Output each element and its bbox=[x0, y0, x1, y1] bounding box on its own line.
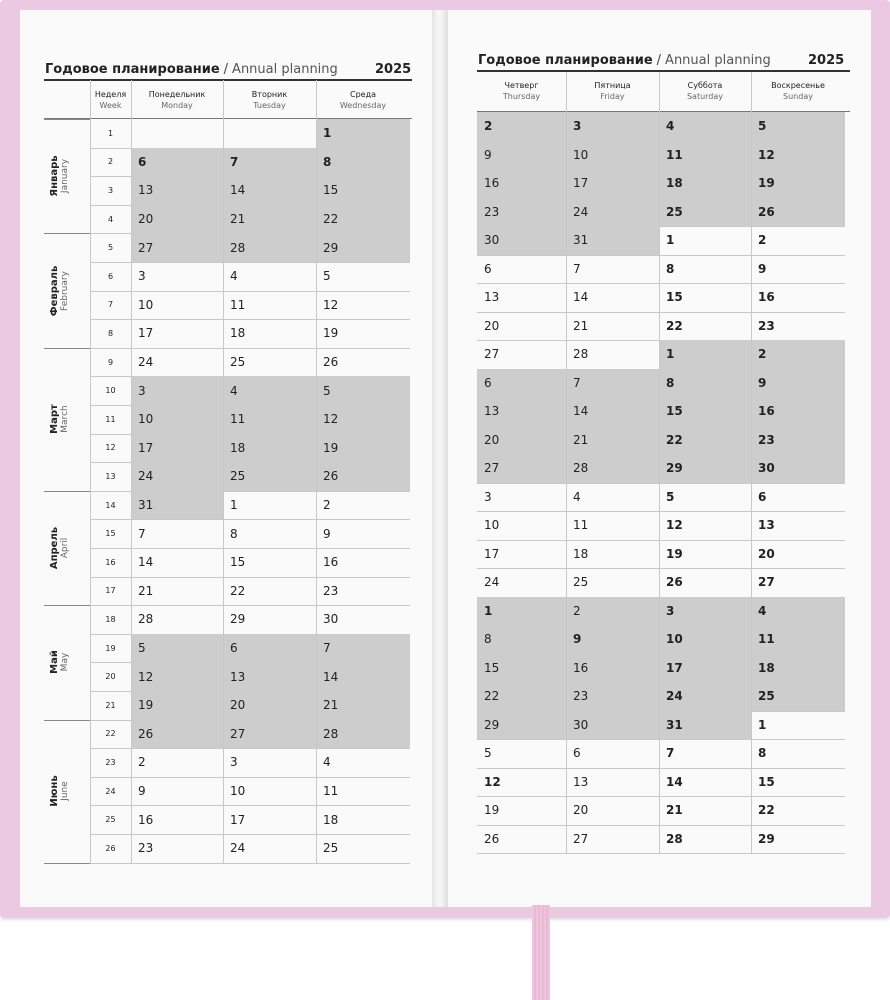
day-cell: 15 bbox=[758, 774, 775, 789]
day-cell: 3 bbox=[230, 755, 238, 770]
day-cell: 24 bbox=[131, 462, 223, 491]
day-cell: 3 bbox=[484, 489, 492, 504]
day-cell: 31 bbox=[659, 711, 751, 740]
day-cell: 7 bbox=[316, 634, 410, 663]
day-cell: 13 bbox=[223, 662, 316, 691]
month-name-en: May bbox=[60, 653, 70, 672]
day-cell: 18 bbox=[223, 434, 316, 463]
left-title-rule bbox=[44, 79, 412, 81]
day-cell: 27 bbox=[484, 347, 500, 362]
week-number: 24 bbox=[105, 786, 116, 796]
column-header-en: Sunday bbox=[783, 92, 813, 101]
column-header-en: Friday bbox=[600, 92, 625, 101]
row-divider bbox=[477, 853, 845, 854]
day-cell: 19 bbox=[316, 434, 410, 463]
day-cell: 12 bbox=[484, 774, 501, 789]
title-ru: Годовое планирование bbox=[478, 53, 653, 68]
day-cell: 29 bbox=[316, 233, 410, 262]
day-cell: 14 bbox=[316, 662, 410, 691]
day-cell: 10 bbox=[484, 518, 500, 533]
month-divider bbox=[44, 233, 90, 234]
day-cell: 22 bbox=[659, 426, 751, 455]
day-cell: 30 bbox=[566, 711, 659, 740]
day-cell: 11 bbox=[223, 405, 316, 434]
day-cell: 3 bbox=[566, 112, 659, 141]
day-cell: 10 bbox=[131, 405, 223, 434]
day-cell: 24 bbox=[230, 841, 246, 856]
month-name bbox=[49, 775, 71, 806]
day-cell: 23 bbox=[758, 318, 775, 333]
day-cell: 4 bbox=[659, 112, 751, 141]
day-cell: 9 bbox=[758, 261, 767, 276]
week-number: 23 bbox=[105, 757, 116, 767]
column-header-en: Week bbox=[99, 101, 122, 110]
day-cell: 4 bbox=[323, 755, 331, 770]
title-separator: / bbox=[223, 62, 229, 77]
day-cell: 23 bbox=[138, 841, 154, 856]
month-label bbox=[45, 605, 75, 719]
day-cell: 29 bbox=[477, 711, 566, 740]
day-cell: 24 bbox=[659, 682, 751, 711]
day-cell: 21 bbox=[566, 426, 659, 455]
week-number: 7 bbox=[107, 300, 114, 310]
day-cell: 2 bbox=[566, 597, 659, 626]
column-header-sunday bbox=[751, 80, 845, 102]
day-cell: 22 bbox=[316, 205, 410, 234]
day-cell: 12 bbox=[323, 297, 339, 312]
book-gutter bbox=[432, 10, 448, 907]
day-cell: 7 bbox=[138, 526, 146, 541]
day-cell: 12 bbox=[316, 405, 410, 434]
day-cell: 2 bbox=[138, 755, 146, 770]
column-header-en: Monday bbox=[161, 101, 193, 110]
day-cell: 28 bbox=[138, 612, 154, 627]
day-cell: 8 bbox=[477, 625, 566, 654]
day-cell: 30 bbox=[323, 612, 339, 627]
day-cell: 2 bbox=[751, 340, 845, 369]
day-cell: 27 bbox=[477, 454, 566, 483]
title-en: Annual planning bbox=[232, 62, 338, 77]
week-number: 17 bbox=[105, 586, 116, 596]
day-cell: 25 bbox=[323, 841, 339, 856]
day-cell: 17 bbox=[138, 326, 154, 341]
day-cell: 16 bbox=[323, 555, 339, 570]
title-ru: Годовое планирование bbox=[45, 62, 220, 77]
day-cell: 6 bbox=[758, 489, 767, 504]
column-header-ru: Воскресенье bbox=[771, 81, 825, 90]
day-cell: 25 bbox=[573, 575, 589, 590]
column-header-en: Thursday bbox=[502, 92, 541, 101]
day-cell: 1 bbox=[477, 597, 566, 626]
day-cell: 19 bbox=[323, 326, 339, 341]
day-cell: 11 bbox=[751, 625, 845, 654]
day-cell: 14 bbox=[566, 397, 659, 426]
day-cell: 24 bbox=[566, 198, 659, 227]
bookmark-ribbon[interactable] bbox=[532, 905, 550, 1000]
day-cell: 25 bbox=[659, 198, 751, 227]
day-cell: 28 bbox=[566, 454, 659, 483]
month-name bbox=[49, 651, 71, 675]
week-number: 14 bbox=[105, 500, 116, 510]
week-number: 3 bbox=[107, 185, 114, 195]
day-cell: 27 bbox=[573, 831, 589, 846]
day-cell: 9 bbox=[566, 625, 659, 654]
week-number: 5 bbox=[107, 243, 114, 253]
title-separator: / bbox=[656, 53, 662, 68]
day-cell: 16 bbox=[751, 397, 845, 426]
month-divider bbox=[44, 605, 90, 606]
column-header-en: Tuesday bbox=[253, 101, 286, 110]
week-number: 13 bbox=[105, 471, 116, 481]
month-label bbox=[45, 233, 75, 347]
day-cell: 2 bbox=[758, 233, 767, 248]
month-name-ru: Январь bbox=[49, 155, 60, 197]
day-cell: 24 bbox=[484, 575, 500, 590]
day-cell: 7 bbox=[573, 261, 581, 276]
day-cell: 8 bbox=[230, 526, 238, 541]
day-cell: 9 bbox=[138, 784, 146, 799]
day-cell: 19 bbox=[666, 546, 683, 561]
day-cell: 8 bbox=[316, 148, 410, 177]
month-name-en: March bbox=[60, 405, 70, 434]
column-header-monday bbox=[131, 89, 223, 111]
day-cell: 5 bbox=[666, 489, 675, 504]
day-cell: 1 bbox=[758, 717, 767, 732]
day-cell: 14 bbox=[138, 555, 154, 570]
day-cell bbox=[131, 119, 223, 148]
day-cell: 22 bbox=[477, 682, 566, 711]
day-cell: 5 bbox=[484, 746, 492, 761]
day-cell: 5 bbox=[131, 634, 223, 663]
day-cell: 4 bbox=[573, 489, 581, 504]
day-cell: 7 bbox=[223, 148, 316, 177]
day-cell: 22 bbox=[758, 803, 775, 818]
day-cell: 12 bbox=[131, 662, 223, 691]
day-cell: 20 bbox=[573, 803, 589, 818]
day-cell: 6 bbox=[131, 148, 223, 177]
day-cell: 6 bbox=[484, 261, 492, 276]
column-header-ru: Понедельник bbox=[148, 90, 206, 99]
day-cell: 15 bbox=[477, 654, 566, 683]
day-cell: 23 bbox=[477, 198, 566, 227]
day-cell: 5 bbox=[316, 376, 410, 405]
day-cell: 19 bbox=[751, 169, 845, 198]
day-cell: 23 bbox=[323, 583, 339, 598]
row-divider bbox=[90, 863, 410, 864]
month-name-ru: Апрель bbox=[49, 526, 60, 570]
column-header-ru: Пятница bbox=[594, 81, 631, 90]
week-number: 21 bbox=[105, 700, 116, 710]
day-cell: 25 bbox=[223, 462, 316, 491]
month-name bbox=[49, 265, 71, 316]
day-cell: 4 bbox=[751, 597, 845, 626]
day-cell: 26 bbox=[131, 720, 223, 749]
month-name-ru: Март bbox=[49, 404, 60, 435]
week-number: 22 bbox=[105, 729, 116, 739]
day-cell: 26 bbox=[666, 575, 683, 590]
column-header-tuesday bbox=[223, 89, 316, 111]
day-cell: 25 bbox=[230, 355, 246, 370]
day-cell: 7 bbox=[566, 369, 659, 398]
day-cell: 29 bbox=[659, 454, 751, 483]
day-cell: 18 bbox=[573, 546, 589, 561]
month-name-ru: Июнь bbox=[49, 775, 60, 807]
day-cell: 26 bbox=[751, 198, 845, 227]
day-cell: 22 bbox=[666, 318, 683, 333]
day-cell: 1 bbox=[666, 233, 675, 248]
day-cell: 17 bbox=[230, 812, 246, 827]
day-cell: 15 bbox=[230, 555, 246, 570]
column-header-wednesday bbox=[316, 89, 410, 111]
day-cell: 31 bbox=[131, 491, 223, 520]
day-cell: 15 bbox=[659, 397, 751, 426]
month-name-ru: Май bbox=[49, 650, 60, 675]
day-cell: 18 bbox=[230, 326, 246, 341]
day-cell: 17 bbox=[566, 169, 659, 198]
month-name bbox=[49, 156, 71, 197]
day-cell: 19 bbox=[484, 803, 500, 818]
day-cell: 21 bbox=[223, 205, 316, 234]
day-cell: 30 bbox=[477, 226, 566, 255]
month-name-ru: Февраль bbox=[49, 265, 60, 316]
right-page-title bbox=[478, 53, 771, 68]
day-cell: 5 bbox=[751, 112, 845, 141]
month-label bbox=[45, 720, 75, 863]
day-cell: 3 bbox=[131, 376, 223, 405]
week-number: 19 bbox=[105, 643, 116, 653]
day-cell: 6 bbox=[573, 746, 581, 761]
week-number: 10 bbox=[105, 386, 116, 396]
day-cell: 14 bbox=[573, 290, 589, 305]
day-cell: 1 bbox=[316, 119, 410, 148]
column-divider bbox=[131, 80, 132, 863]
day-cell: 12 bbox=[751, 141, 845, 170]
right-title-rule bbox=[477, 70, 850, 72]
day-cell: 28 bbox=[223, 233, 316, 262]
column-divider bbox=[223, 80, 224, 863]
month-name bbox=[49, 404, 71, 434]
week-column-divider bbox=[90, 80, 91, 863]
week-number: 6 bbox=[107, 271, 114, 281]
column-header-ru: Среда bbox=[349, 90, 377, 99]
week-number: 4 bbox=[107, 214, 114, 224]
day-cell: 22 bbox=[230, 583, 246, 598]
day-cell: 16 bbox=[566, 654, 659, 683]
day-cell: 9 bbox=[751, 369, 845, 398]
day-cell: 21 bbox=[138, 583, 154, 598]
day-cell: 10 bbox=[659, 625, 751, 654]
day-cell: 26 bbox=[323, 355, 339, 370]
week-number: 11 bbox=[105, 414, 116, 424]
day-cell: 25 bbox=[751, 682, 845, 711]
day-cell: 10 bbox=[230, 784, 246, 799]
day-cell: 23 bbox=[751, 426, 845, 455]
day-cell: 11 bbox=[323, 784, 339, 799]
day-cell: 10 bbox=[138, 297, 154, 312]
day-cell: 23 bbox=[566, 682, 659, 711]
day-cell: 27 bbox=[758, 575, 775, 590]
column-header-thursday bbox=[477, 80, 566, 102]
month-divider bbox=[44, 491, 90, 492]
day-cell: 11 bbox=[230, 297, 246, 312]
column-divider bbox=[751, 72, 752, 853]
month-divider bbox=[44, 119, 90, 120]
day-cell: 3 bbox=[138, 269, 146, 284]
day-cell: 13 bbox=[484, 290, 500, 305]
week-number: 16 bbox=[105, 557, 116, 567]
day-cell: 6 bbox=[477, 369, 566, 398]
day-cell: 30 bbox=[751, 454, 845, 483]
day-cell: 17 bbox=[484, 546, 500, 561]
day-cell bbox=[223, 119, 316, 148]
month-divider bbox=[44, 720, 90, 721]
day-cell: 28 bbox=[573, 347, 589, 362]
day-cell: 14 bbox=[666, 774, 683, 789]
month-divider bbox=[44, 863, 90, 864]
week-number: 25 bbox=[105, 815, 116, 825]
day-cell: 18 bbox=[751, 654, 845, 683]
column-header-ru: Неделя bbox=[94, 90, 127, 99]
day-cell: 31 bbox=[566, 226, 659, 255]
day-cell: 29 bbox=[758, 831, 775, 846]
week-number: 12 bbox=[105, 443, 116, 453]
day-cell: 13 bbox=[573, 774, 589, 789]
day-cell: 24 bbox=[138, 355, 154, 370]
day-cell: 20 bbox=[758, 546, 775, 561]
column-header-en: Saturday bbox=[686, 92, 724, 101]
day-cell: 5 bbox=[323, 269, 331, 284]
day-cell: 20 bbox=[223, 691, 316, 720]
day-cell: 20 bbox=[477, 426, 566, 455]
month-name-en: January bbox=[60, 159, 70, 194]
month-name-en: February bbox=[60, 270, 70, 311]
column-header-ru: Вторник bbox=[251, 90, 288, 99]
left-page-title bbox=[45, 62, 338, 77]
column-header-ru: Четверг bbox=[504, 81, 539, 90]
week-number: 1 bbox=[107, 128, 114, 138]
week-number: 26 bbox=[105, 843, 116, 853]
column-header-week bbox=[90, 89, 131, 111]
day-cell: 13 bbox=[477, 397, 566, 426]
column-header-en: Wednesday bbox=[339, 101, 387, 110]
week-number: 2 bbox=[107, 157, 114, 167]
day-cell: 28 bbox=[666, 831, 683, 846]
column-header-ru: Суббота bbox=[687, 81, 723, 90]
day-cell: 15 bbox=[316, 176, 410, 205]
day-cell: 20 bbox=[484, 318, 500, 333]
day-cell: 21 bbox=[316, 691, 410, 720]
day-cell: 4 bbox=[230, 269, 238, 284]
day-cell: 10 bbox=[566, 141, 659, 170]
day-cell: 12 bbox=[666, 518, 683, 533]
month-name-en: April bbox=[60, 537, 70, 559]
day-cell: 19 bbox=[131, 691, 223, 720]
week-number: 9 bbox=[107, 357, 114, 367]
day-cell: 1 bbox=[230, 498, 238, 513]
day-cell: 16 bbox=[758, 290, 775, 305]
column-divider bbox=[659, 72, 660, 853]
day-cell: 21 bbox=[573, 318, 589, 333]
day-cell: 8 bbox=[758, 746, 767, 761]
day-cell: 18 bbox=[659, 169, 751, 198]
day-cell: 13 bbox=[758, 518, 775, 533]
left-year: 2025 bbox=[375, 62, 412, 77]
day-cell: 18 bbox=[323, 812, 339, 827]
day-cell: 26 bbox=[484, 831, 500, 846]
day-cell: 9 bbox=[323, 526, 331, 541]
week-number: 18 bbox=[105, 614, 116, 624]
column-divider bbox=[316, 80, 317, 863]
day-cell: 14 bbox=[223, 176, 316, 205]
right-year: 2025 bbox=[808, 53, 845, 68]
day-cell: 8 bbox=[666, 261, 675, 276]
day-cell: 11 bbox=[659, 141, 751, 170]
day-cell: 27 bbox=[131, 233, 223, 262]
month-label bbox=[45, 119, 75, 233]
column-divider bbox=[566, 72, 567, 853]
column-header-friday bbox=[566, 80, 659, 102]
month-name bbox=[49, 527, 71, 569]
month-name-en: June bbox=[60, 781, 70, 801]
day-cell: 16 bbox=[138, 812, 154, 827]
day-cell: 28 bbox=[316, 720, 410, 749]
day-cell: 20 bbox=[131, 205, 223, 234]
column-header-saturday bbox=[659, 80, 751, 102]
day-cell: 11 bbox=[573, 518, 589, 533]
month-label bbox=[45, 348, 75, 491]
month-divider bbox=[44, 348, 90, 349]
day-cell: 15 bbox=[666, 290, 683, 305]
title-en: Annual planning bbox=[665, 53, 771, 68]
week-number: 8 bbox=[107, 328, 114, 338]
day-cell: 21 bbox=[666, 803, 683, 818]
month-label bbox=[45, 491, 75, 605]
day-cell: 26 bbox=[316, 462, 410, 491]
day-cell: 3 bbox=[659, 597, 751, 626]
day-cell: 17 bbox=[659, 654, 751, 683]
day-cell: 1 bbox=[659, 340, 751, 369]
day-cell: 17 bbox=[131, 434, 223, 463]
day-cell: 2 bbox=[323, 498, 331, 513]
day-cell: 4 bbox=[223, 376, 316, 405]
week-number: 20 bbox=[105, 672, 116, 682]
day-cell: 7 bbox=[666, 746, 675, 761]
day-cell: 16 bbox=[477, 169, 566, 198]
day-cell: 6 bbox=[223, 634, 316, 663]
week-number: 15 bbox=[105, 529, 116, 539]
day-cell: 2 bbox=[477, 112, 566, 141]
day-cell: 29 bbox=[230, 612, 246, 627]
day-cell: 8 bbox=[659, 369, 751, 398]
day-cell: 9 bbox=[477, 141, 566, 170]
day-cell: 13 bbox=[131, 176, 223, 205]
day-cell: 27 bbox=[223, 720, 316, 749]
